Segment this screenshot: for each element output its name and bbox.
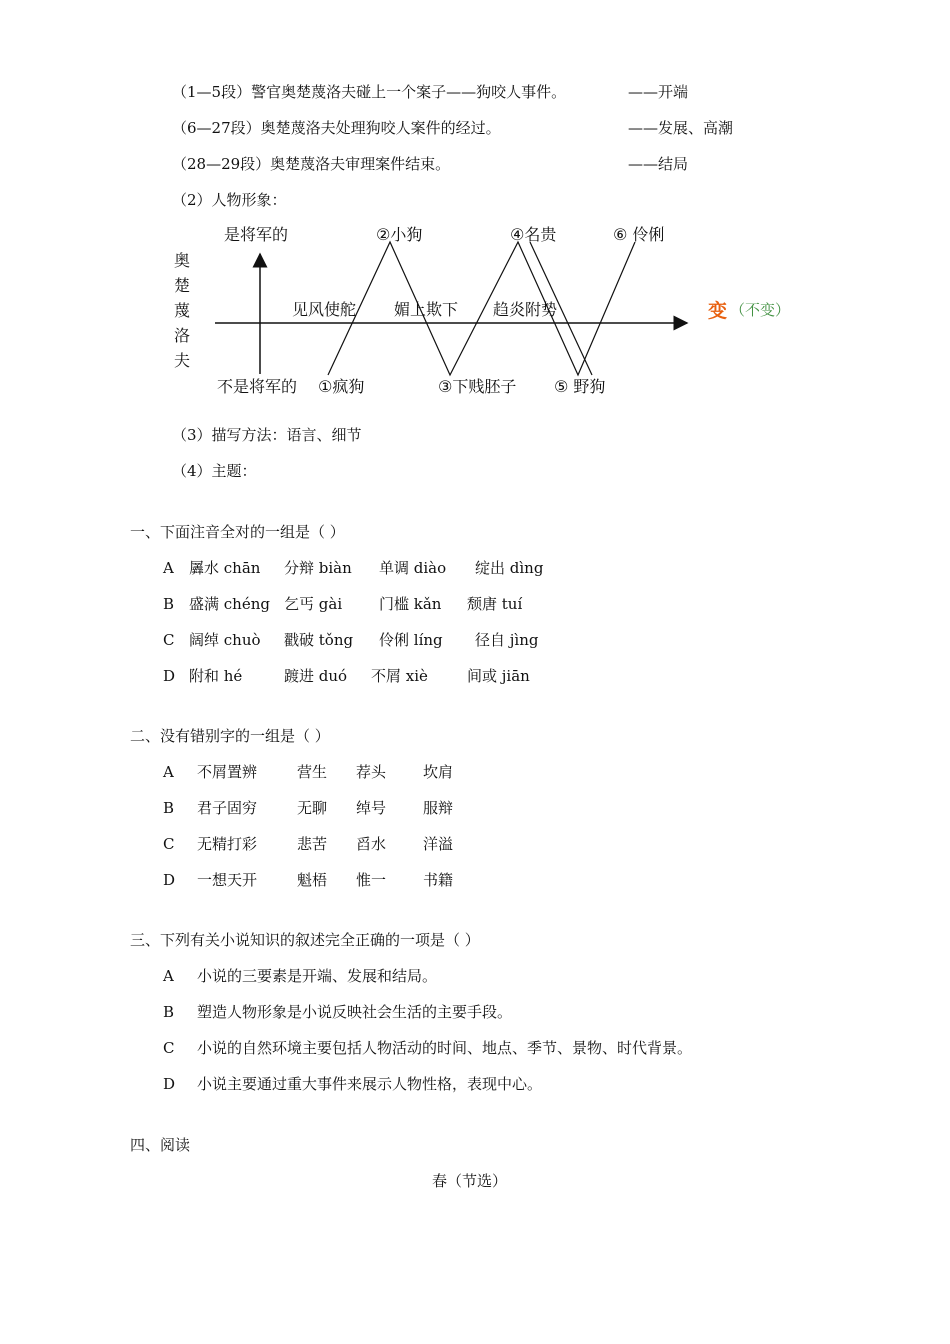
q2-item: 荐头 xyxy=(356,763,387,781)
structure-label-3: ——结局 xyxy=(628,155,689,173)
q1-item: 单调 diào xyxy=(379,559,447,577)
q2-item: 魁梧 xyxy=(297,871,328,889)
q3-option-letter: C xyxy=(163,1039,175,1057)
theme-line: （4）主题： xyxy=(172,462,257,480)
bottom-point-3: ③下贱胚子 xyxy=(438,377,517,396)
vertical-label-char-3: 蔑 xyxy=(174,301,191,320)
q2-item: 营生 xyxy=(297,763,328,781)
q1-title: 一、下面注音全对的一组是（ ） xyxy=(130,523,345,541)
trait-3: 趋炎附势 xyxy=(493,300,558,319)
q1-item: 不屑 xiè xyxy=(371,667,428,685)
q2-option-letter: A xyxy=(163,763,174,781)
q2-option-letter: B xyxy=(163,799,175,817)
q2-item: 坎肩 xyxy=(423,763,454,781)
structure-line-3: （28—29段）奥楚蔑洛夫审理案件结束。 xyxy=(172,155,451,173)
vertical-label-char-2: 楚 xyxy=(174,276,191,295)
q2-item: 无聊 xyxy=(297,799,328,817)
q1-item: 间或 jiān xyxy=(467,667,530,685)
q1-item: 踱进 duó xyxy=(284,667,348,685)
q3-option-letter: A xyxy=(163,967,174,985)
q1-option-letter: C xyxy=(163,631,175,649)
character-heading: （2）人物形象： xyxy=(172,191,287,209)
zigzag-line xyxy=(328,242,635,375)
top-axis-label: 是将军的 xyxy=(224,225,289,244)
structure-label-2: ——发展、高潮 xyxy=(628,119,734,137)
structure-line-2: （6—27段）奥楚蔑洛夫处理狗咬人案件的经过。 xyxy=(172,119,501,137)
structure-line-1: （1—5段）警官奥楚蔑洛夫碰上一个案子——狗咬人事件。 xyxy=(172,83,567,101)
q1-item: 径自 jìng xyxy=(475,631,539,649)
q2-item: 洋溢 xyxy=(423,835,454,853)
bottom-point-5: ⑤ 野狗 xyxy=(554,377,606,396)
q1-item: 伶俐 líng xyxy=(379,631,443,649)
q1-item: 乞丐 gài xyxy=(284,595,343,613)
q2-item: 悲苦 xyxy=(297,835,328,853)
vertical-label-char-5: 夫 xyxy=(174,351,191,370)
change-label: 变 xyxy=(708,300,728,322)
q1-option-letter: A xyxy=(163,559,174,577)
q2-item: 惟一 xyxy=(356,871,387,889)
q3-option-text: 塑造人物形象是小说反映社会生活的主要手段。 xyxy=(197,1003,513,1021)
q3-option-letter: B xyxy=(163,1003,175,1021)
top-point-4: ④名贵 xyxy=(510,225,557,244)
structure-label-1: ——开端 xyxy=(628,83,689,101)
q1-item: 门槛 kǎn xyxy=(379,595,442,613)
top-point-6: ⑥ 伶俐 xyxy=(613,225,665,244)
q3-title: 三、下列有关小说知识的叙述完全正确的一项是（ ） xyxy=(130,931,480,949)
q2-item: 君子固穷 xyxy=(197,799,258,817)
q2-item: 一想天开 xyxy=(197,871,258,889)
q2-item: 无精打彩 xyxy=(197,835,258,853)
vertical-label-char-4: 洛 xyxy=(174,326,191,345)
trait-1: 见风使舵 xyxy=(292,300,357,319)
q2-option-letter: C xyxy=(163,835,175,853)
character-diagram xyxy=(160,212,810,402)
nochange-label: （不变） xyxy=(730,301,791,319)
q1-item: 颓唐 tuí xyxy=(467,595,523,613)
vertical-label-char-1: 奥 xyxy=(174,251,191,270)
q1-option-letter: B xyxy=(163,595,175,613)
q1-item: 羼水 chān xyxy=(189,559,261,577)
method-line: （3）描写方法：语言、细节 xyxy=(172,426,362,444)
q4-title: 四、阅读 xyxy=(130,1136,191,1154)
q2-item: 舀水 xyxy=(356,835,387,853)
q2-item: 不屑置辨 xyxy=(197,763,258,781)
q2-item: 绰号 xyxy=(356,799,387,817)
q1-option-letter: D xyxy=(163,667,176,685)
bottom-point-1: ①疯狗 xyxy=(318,377,365,396)
q4-subtitle: 春（节选） xyxy=(432,1172,508,1190)
q2-option-letter: D xyxy=(163,871,176,889)
q1-item: 分辩 biàn xyxy=(284,559,352,577)
q2-title: 二、没有错别字的一组是（ ） xyxy=(130,727,330,745)
q3-option-text: 小说主要通过重大事件来展示人物性格，表现中心。 xyxy=(197,1075,543,1093)
q1-item: 绽出 dìng xyxy=(475,559,544,577)
bottom-axis-label: 不是将军的 xyxy=(217,377,298,396)
q2-item: 服辩 xyxy=(423,799,454,817)
q1-item: 戳破 tǒng xyxy=(284,631,354,649)
q2-item: 书籍 xyxy=(423,871,454,889)
top-point-2: ②小狗 xyxy=(376,225,423,244)
q1-item: 阔绰 chuò xyxy=(189,631,261,649)
q1-item: 附和 hé xyxy=(189,667,243,685)
q1-item: 盛满 chéng xyxy=(189,595,270,613)
trait-2: 媚上欺下 xyxy=(394,300,459,319)
q3-option-letter: D xyxy=(163,1075,176,1093)
q3-option-text: 小说的自然环境主要包括人物活动的时间、地点、季节、景物、时代背景。 xyxy=(197,1039,693,1057)
q3-option-text: 小说的三要素是开端、发展和结局。 xyxy=(197,967,438,985)
